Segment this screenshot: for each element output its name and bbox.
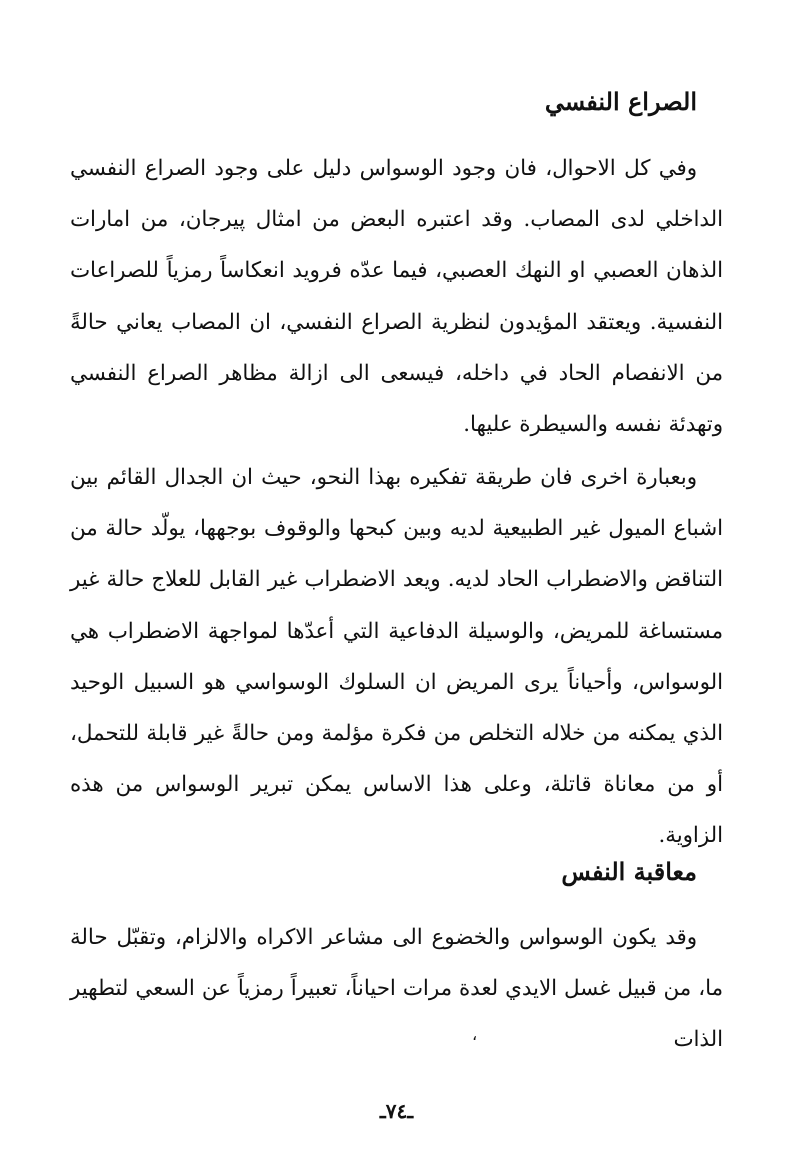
section-heading-self-punishment: معاقبة النفس: [561, 857, 697, 886]
section-heading-psychological-conflict: الصراع النفسي: [544, 87, 697, 116]
trailing-comma-mark: ،: [472, 1025, 478, 1044]
page-number: ـ٧٤ـ: [379, 1099, 414, 1123]
paragraph-self-punishment: وقد يكون الوسواس والخضوع الى مشاعر الاكراه والالزام، وتقبّل حالة ما، من قبيل غسل الايدي لعدة مرات احياناً، تعبيراً رمزياً عن السعي لتطهير الذات: [70, 925, 723, 1053]
paragraph-conflict-explanation: وبعبارة اخرى فان طريقة تفكيره بهذا النحو، حيث ان الجدال القائم بين اشباع الميول غير الطبيعية لديه وبين كبحها والوقوف بوجهها، يولّد حالة من التناقض والاضطراب الحاد لديه. ويعد الاضطراب غير القابل للعلاج حالة غير مستساغة للمريض، والوسيلة الدفاعية التي أعدّها لمواجهة الاضطراب هي الوسواس، وأحياناً يرى المريض ان السلوك الوسواسي هو السبيل الوحيد الذي يمكنه من خلاله التخلص من فكرة مؤلمة ومن حالةً غير قابلة للتحمل، أو من معاناة قاتلة، وعلى هذا الاساس يمكن تبرير الوسواس من هذه الزاوية.: [70, 465, 723, 849]
paragraph-conflict-intro: وفي كل الاحوال، فان وجود الوسواس دليل على وجود الصراع النفسي الداخلي لدى المصاب. وقد اعتبره البعض من امثال پيرجان، من امارات الذهان العصبي او النهك العصبي، فيما عدّه فرويد انعكاساً رمزياً للصراعات النفسية. ويعتقد المؤيدون لنظرية الصراع النفسي، ان المصاب يعاني حالةً من الانفصام الحاد في داخله، فيسعى الى ازالة مظاهر الصراع النفسي وتهدئة نفسه والسيطرة عليها.: [70, 156, 723, 438]
